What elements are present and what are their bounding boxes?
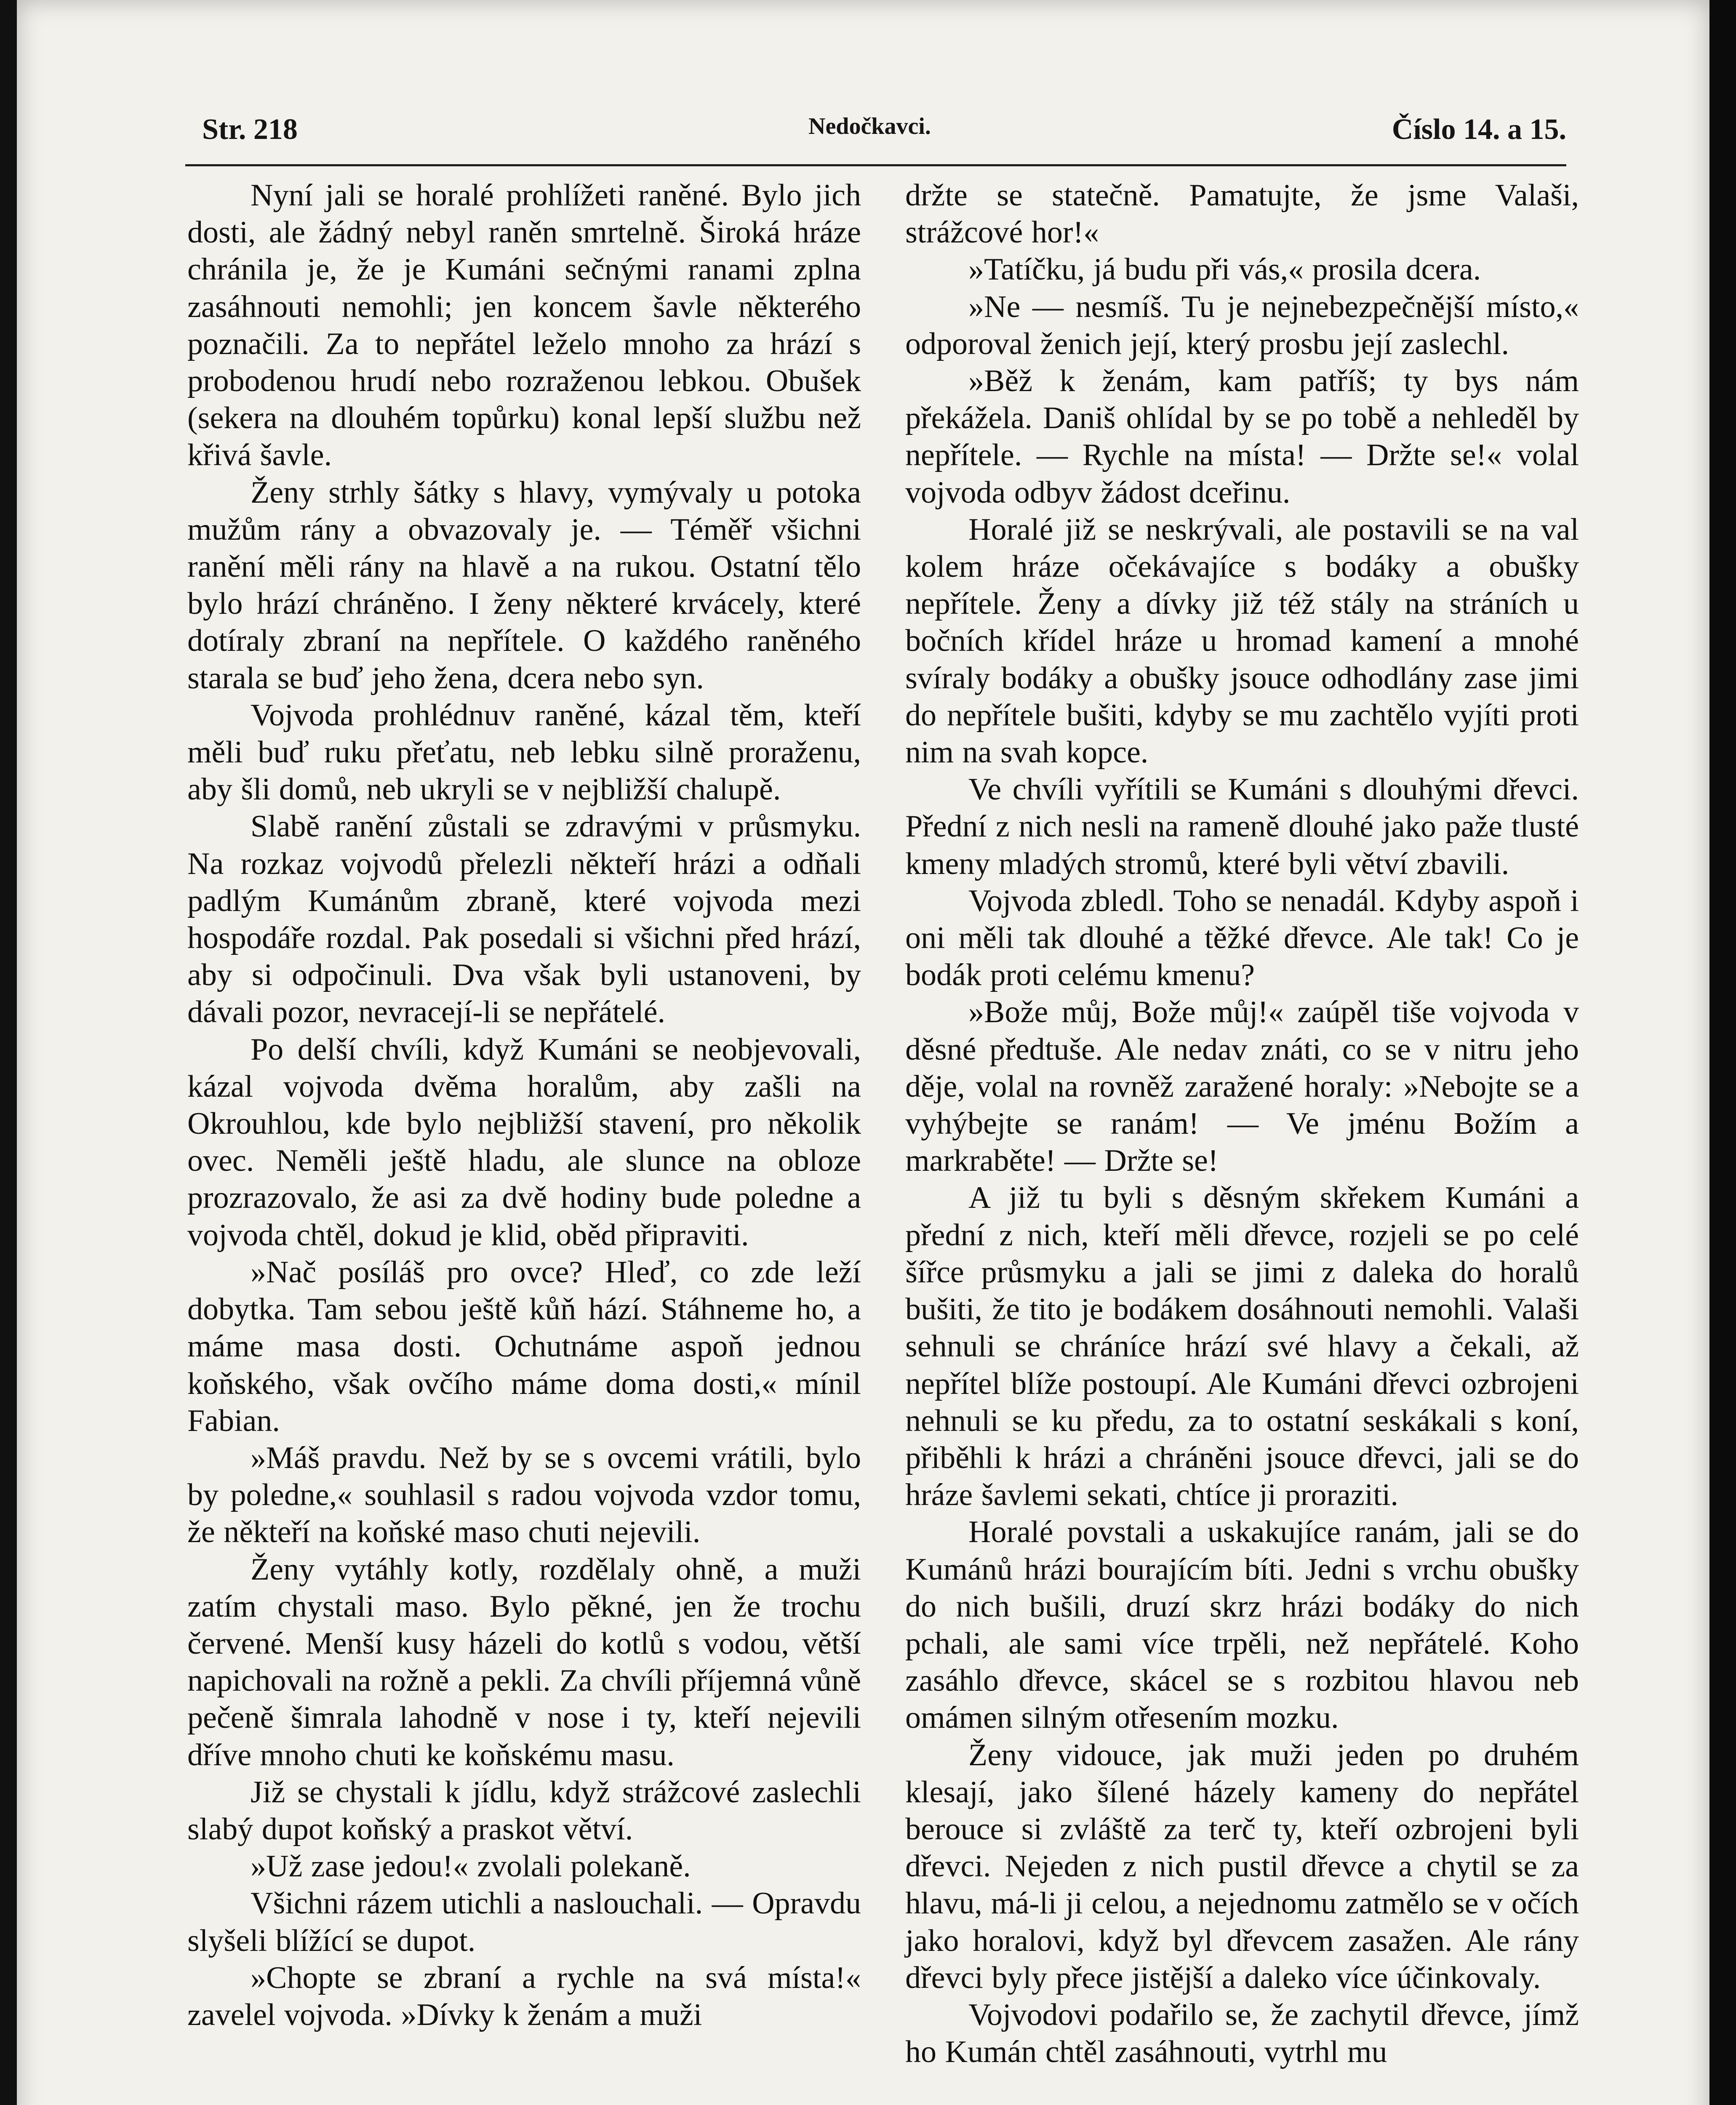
paragraph: »Chopte se zbraní a rychle na svá místa!« zavelel vojvoda. »Dívky k ženám a muži — [187, 1960, 861, 2032]
paragraph: »Bože můj, Bože můj!« zaúpěl tiše vojvoda v děsné předtuše. Ale nedav znáti, co se v nitru jeho děje, volal na rovněž zaražené horaly: »Nebojte se a vyhýbejte se ranám! — Ve jménu Božím a markraběte! — Držte se! — [905, 995, 1579, 1178]
header-rule — [185, 164, 1566, 166]
paragraph: »Tatíčku, já budu při vás,« prosila dcera. — [968, 252, 1481, 287]
right-column — [905, 177, 1579, 2070]
running-title: Nedočkavci. — [808, 113, 931, 139]
left-column — [187, 177, 861, 2033]
page-number: Str. 218 — [202, 113, 298, 146]
paragraph: Vojvoda prohlédnuv raněné, kázal těm, kteří měli buď ruku přeťatu, neb lebku silně proraženu, aby šli domů, neb ukryli se v nejbližší chalupě. — [187, 698, 861, 807]
paragraph: »Běž k ženám, kam patříš; ty bys nám překážela. Daniš ohlídal by se po tobě a nehleděl by nepřítele. — Rychle na místa! — Držte se!« volal vojvoda odbyv žádost dceřinu. — [905, 364, 1579, 510]
issue-number: Číslo 14. a 15. — [1392, 113, 1566, 146]
paragraph: Slabě ranění zůstali se zdravými v průsmyku. Na rozkaz vojvodů přelezli někteří hrázi a odňali padlým Kumánům zbraně, které vojvoda mezi hospodáře rozdal. Pak posedali si všichni před hrází, aby si odpočinuli. Dva však byli ustanoveni, by dávali pozor, nevracejí-li se nepřátelé. — [187, 809, 861, 1030]
paragraph: Po delší chvíli, když Kumáni se neobjevovali, kázal vojvoda dvěma horalům, aby zašli na Okrouhlou, kde bylo nejbližší stavení, pro několik ovec. Neměli ještě hladu, ale slunce na obloze prozrazovalo, že asi za dvě hodiny bude poledne a vojvoda chtěl, dokud je klid, oběd připraviti. — [187, 1032, 861, 1252]
paragraph: Vojvodovi podařilo se, že zachytil dřevce, jímž ho Kumán chtěl zasáhnouti, vytrhl mu — [905, 1997, 1579, 2070]
paragraph: »Ne — nesmíš. Tu je nejnebezpečnější místo,« odporoval ženich její, který prosbu její zaslechl. — [905, 289, 1579, 361]
paragraph: Vojvoda zbledl. Toho se nenadál. Kdyby aspoň i oni měli tak dlouhé a těžké dřevce. Ale tak! Co je bodák proti celému kmenu? — [905, 883, 1579, 993]
paragraph: držte se statečně. Pamatujte, že jsme Valaši, strážcové hor!« — [905, 178, 1579, 250]
scan-edge — [1709, 0, 1736, 2105]
paragraph: Ženy strhly šátky s hlavy, vymývaly u potoka mužům rány a obvazovaly je. — Téměř všichni ranění měli rány na hlavě a na rukou. Ostatní tělo bylo hrází chráněno. I ženy některé krvácely, které dotíraly zbraní na nepřítele. O každého raněného starala se buď jeho žena, dcera nebo syn. — [187, 475, 861, 695]
paragraph: Všichni rázem utichli a naslouchali. — Opravdu slyšeli blížící se dupot. — [187, 1886, 861, 1958]
paragraph: Nyní jali se horalé prohlížeti raněné. Bylo jich dosti, ale žádný nebyl raněn smrtelně. Široká hráze chránila je, že je Kumáni sečnými ranami zplna zasáhnouti nemohli; jen koncem šavle některého poznačili. Za to nepřátel leželo mnoho za hrází s probodenou hrudí nebo rozraženou lebkou. Obušek (sekera na dlouhém topůrku) konal lepší službu než křivá šavle. — [187, 178, 861, 473]
page-header — [185, 113, 1566, 155]
paragraph: Horalé povstali a uskakujíce ranám, jali se do Kumánů hrázi bourajícím bíti. Jedni s vrchu obušky do nich bušili, druzí skrz hrázi bodáky do nich pchali, ale sami více trpěli, než nepřátelé. Koho zasáhlo dřevce, skácel se s rozbitou hlavou neb omámen silným otřesením mozku. — [905, 1515, 1579, 1735]
paragraph: Horalé již se neskrývali, ale postavili se na val kolem hráze očekávajíce s bodáky a obušky nepřítele. Ženy a dívky již též stály na stráních u bočních křídel hráze u hromad kamení a mnohé svíraly bodáky a obušky jsouce odhodlány zase jimi do nepřítele bušiti, kdyby se mu zachtělo vyjíti proti nim na svah kopce. — [905, 512, 1579, 770]
paragraph: Ženy vytáhly kotly, rozdělaly ohně, a muži zatím chystali maso. Bylo pěkné, jen že trochu červené. Menší kusy házeli do kotlů s vodou, větší napichovali na rožně a pekli. Za chvíli příjemná vůně pečeně šimrala lahodně v nose i ty, kteří nejevili dříve mnoho chuti ke koňskému masu. — [187, 1552, 861, 1772]
paragraph: Již se chystali k jídlu, když strážcové zaslechli slabý dupot koňský a praskot větví. — [187, 1775, 861, 1847]
paragraph: Ve chvíli vyřítili se Kumáni s dlouhými dřevci. Přední z nich nesli na rameně dlouhé jako paže tlusté kmeny mladých stromů, které byli větví zbavili. — [905, 772, 1579, 881]
paragraph: Ženy vidouce, jak muži jeden po druhém klesají, jako šílené házely kameny do nepřátel berouce si zvláště za terč ty, kteří ozbrojeni byli dřevci. Nejeden z nich pustil dřevce a chytil se za hlavu, má-li ji celou, a nejednomu zatmělo se v očích jako horalovi, když byl dřevcem zasažen. Ale rány dřevci byly přece jistější a daleko více účinkovaly. — [905, 1737, 1579, 1995]
paragraph: A již tu byli s děsným skřekem Kumáni a přední z nich, kteří měli dřevce, rozjeli se po celé šířce průsmyku a jali se jimi z daleka do horalů bušiti, že tito je bodákem dosáhnouti nemohli. Valaši sehnuli se chráníce hrází své hlavy a čekali, až nepřítel blíže postoupí. Ale Kumáni dřevci ozbrojeni nehnuli se ku předu, za to ostatní seskákali s koní, přiběhli k hrázi a chráněni jsouce dřevci, jali se do hráze šavlemi sekati, chtíce ji proraziti. — [905, 1180, 1579, 1513]
paragraph: »Nač posíláš pro ovce? Hleď, co zde leží dobytka. Tam sebou ještě kůň hází. Stáhneme ho, a máme masa dosti. Ochutnáme aspoň jednou koňského, však ovčího máme doma dosti,« mínil Fabian. — [187, 1255, 861, 1438]
paragraph: »Máš pravdu. Než by se s ovcemi vrátili, bylo by poledne,« souhlasil s radou vojvoda vzdor tomu, že někteří na koňské maso chuti nejevili. — [187, 1440, 861, 1550]
paragraph: »Už zase jedou!« zvolali polekaně. — [251, 1849, 691, 1884]
